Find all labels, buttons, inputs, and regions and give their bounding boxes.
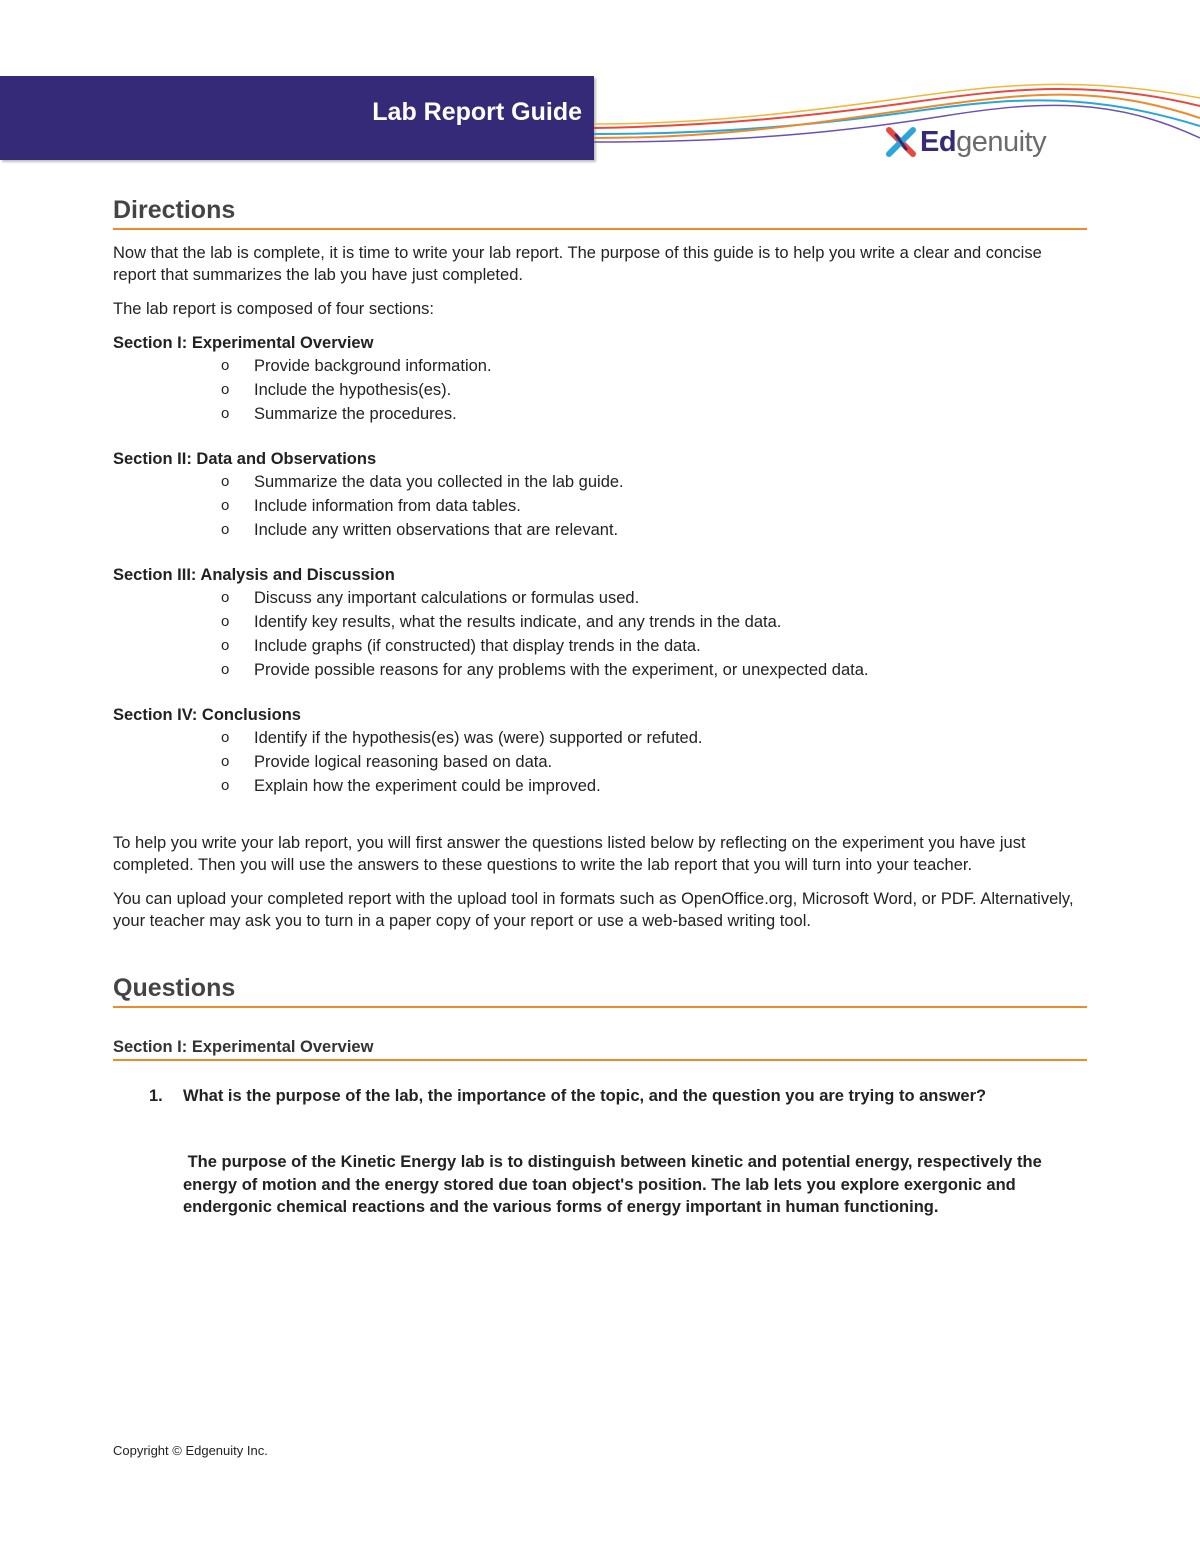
questions-heading: Questions bbox=[113, 974, 1087, 1008]
list-item: o Provide possible reasons for any problems with the experiment, or unexpected data. bbox=[221, 661, 869, 679]
copyright-footer: Copyright © Edgenuity Inc. bbox=[113, 1443, 268, 1458]
bullet-list bbox=[113, 726, 1087, 798]
list-item: o Identify if the hypothesis(es) was (were) supported or refuted. bbox=[221, 729, 703, 747]
questions-section-title: Section I: Experimental Overview bbox=[113, 1038, 1087, 1061]
list-item: o Include the hypothesis(es). bbox=[221, 381, 452, 399]
section-title: Section I: Experimental Overview bbox=[113, 334, 374, 352]
header-banner bbox=[0, 76, 594, 160]
section-title: Section IV: Conclusions bbox=[113, 706, 301, 724]
document-body bbox=[113, 196, 1087, 1219]
directions-composed: The lab report is composed of four sections: bbox=[113, 300, 434, 318]
answer-text: The purpose of the Kinetic Energy lab is to distinguish between kinetic and potential energy, respectively the energy of motion and the energy stored due toan object's position. The lab lets you explore exergonic and endergonic chemical reactions and the various forms of energy important in human functioning. bbox=[183, 1153, 1047, 1216]
list-item: o Explain how the experiment could be improved. bbox=[221, 777, 601, 795]
list-item: o Provide background information. bbox=[221, 357, 492, 375]
edgenuity-x-icon bbox=[886, 127, 916, 157]
directions-section-2 bbox=[113, 448, 1087, 542]
banner-title: Lab Report Guide bbox=[372, 98, 582, 126]
list-item: o Include information from data tables. bbox=[221, 497, 521, 515]
directions-section-1 bbox=[113, 332, 1087, 426]
directions-intro: Now that the lab is complete, it is time to write your lab report. The purpose of this guide is to help you write a clear and concise report that summarizes the lab you have just completed. bbox=[113, 244, 1042, 284]
question-1 bbox=[113, 1085, 1087, 1107]
section-title: Section II: Data and Observations bbox=[113, 450, 377, 468]
logo-text-ed: Ed bbox=[920, 125, 957, 158]
bullet-list bbox=[113, 354, 1087, 426]
list-item: o Summarize the procedures. bbox=[221, 405, 457, 423]
section-title: Section III: Analysis and Discussion bbox=[113, 566, 395, 584]
list-item: o Summarize the data you collected in the lab guide. bbox=[221, 473, 624, 491]
upload-paragraph: You can upload your completed report with the upload tool in formats such as OpenOffice.org, Microsoft Word, or PDF. Alternatively, your teacher may ask you to turn in a paper copy of your report or use a web-based writing tool. bbox=[113, 890, 1074, 930]
logo-text-rest: genuity bbox=[956, 125, 1047, 158]
help-paragraph: To help you write your lab report, you will first answer the questions listed below by reflecting on the experiment you have just completed. Then you will use the answers to these questions to write the lab report that you will turn into your teacher. bbox=[113, 834, 1026, 874]
list-item: o Include graphs (if constructed) that display trends in the data. bbox=[221, 637, 701, 655]
question-number: 1. bbox=[149, 1087, 163, 1105]
list-item: o Include any written observations that are relevant. bbox=[221, 521, 619, 539]
directions-section-3 bbox=[113, 564, 1087, 682]
bullet-list bbox=[113, 470, 1087, 542]
list-item: o Identify key results, what the results indicate, and any trends in the data. bbox=[221, 613, 782, 631]
list-item: o Provide logical reasoning based on data. bbox=[221, 753, 553, 771]
edgenuity-logo bbox=[886, 122, 1046, 162]
bullet-list bbox=[113, 586, 1087, 682]
list-item: o Discuss any important calculations or formulas used. bbox=[221, 589, 640, 607]
directions-section-4 bbox=[113, 704, 1087, 798]
question-text: What is the purpose of the lab, the importance of the topic, and the question you are trying to answer? bbox=[183, 1087, 987, 1105]
directions-heading: Directions bbox=[113, 196, 1087, 230]
